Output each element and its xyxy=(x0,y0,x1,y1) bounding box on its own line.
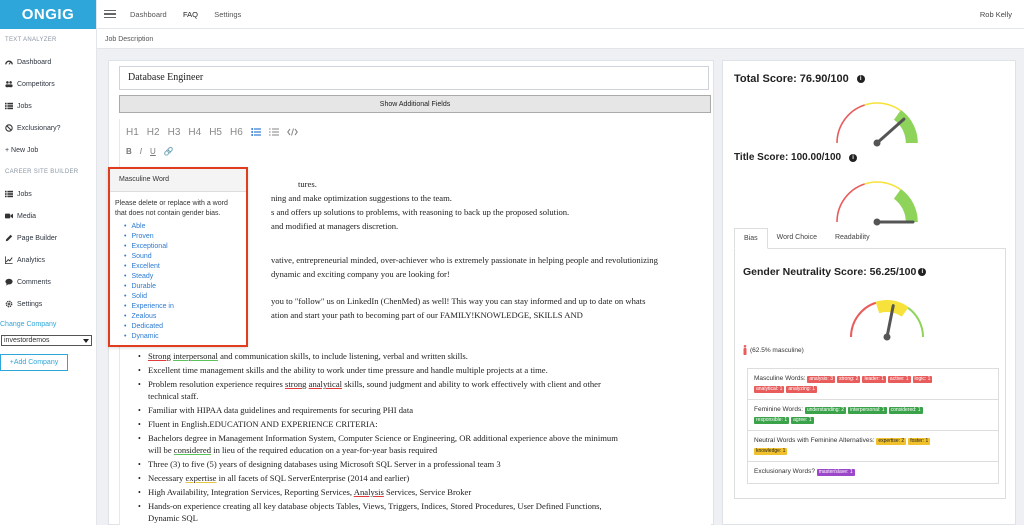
masculine-chip[interactable]: leader: 1 xyxy=(864,376,884,382)
bullet-item: Familiar with HIPAA data guidelines and requirements for securing PHI data xyxy=(148,405,414,415)
bullet-item: Bachelors degree in Management Information System, Computer Science or Engineering, OR additional experience above the minimum xyxy=(148,433,618,443)
title-score: Title Score: 100.00/100 i xyxy=(734,152,857,163)
suggestion-item[interactable]: • Experience in xyxy=(124,302,246,312)
popup-title: Masculine Word xyxy=(110,169,246,192)
chart-line-icon xyxy=(5,256,13,264)
suggestion-item[interactable]: • Durable xyxy=(124,282,246,292)
job-title-input[interactable]: Database Engineer xyxy=(119,66,709,90)
bullet-item: Necessary expertise in all facets of SQL ServerEnterprise (2014 and earlier) xyxy=(148,473,410,483)
title-score-gauge xyxy=(829,176,925,228)
ongig-logo[interactable]: ONGIG xyxy=(0,0,96,29)
bullet-item: Three (3) to five (5) years of designing databases using Microsoft SQL Server in a professional team 3 xyxy=(148,459,501,469)
dashboard-icon xyxy=(5,58,13,66)
bullet-continuation: will be considered in lieu of the required education on a year-for-year basis required xyxy=(148,445,438,455)
masculine-chip[interactable]: analytical: 1 xyxy=(756,386,783,392)
sidebar-item-label: Analytics xyxy=(17,256,46,264)
topbar xyxy=(97,0,1024,29)
gender-neutrality-score: Gender Neutrality Score: 56.25/100 i xyxy=(743,266,926,278)
sidebar-item-label: Dashboard xyxy=(17,58,52,66)
feminine-chip[interactable]: agree: 1 xyxy=(793,417,812,423)
h4-button[interactable]: H4 xyxy=(188,127,202,138)
h3-button[interactable]: H3 xyxy=(167,127,181,138)
doc-line: vative, entrepreneurial minded, over-achiever who is extremely passionate in helping people and revolutionizing xyxy=(271,255,658,265)
gauge-needle xyxy=(877,119,904,143)
masculine-word[interactable]: analytical xyxy=(308,379,343,389)
gauge-band xyxy=(908,308,923,337)
top-nav xyxy=(130,10,255,19)
suggestion-item[interactable]: • Sound xyxy=(124,252,246,262)
menu-icon[interactable] xyxy=(104,8,116,21)
total-score: Total Score: 76.90/100 i xyxy=(734,73,865,85)
sidebar-item-exclusionary[interactable] xyxy=(0,117,96,139)
bullet-list-icon[interactable] xyxy=(251,127,261,137)
gauge-band xyxy=(837,184,865,222)
masculine-chip[interactable]: logic: 1 xyxy=(914,376,931,382)
tab-word-choice[interactable]: Word Choice xyxy=(776,234,817,241)
bullet-item: Strong interpersonal and communication skills, to include listening, verbal and written skills. xyxy=(148,351,468,361)
format-toolbar xyxy=(126,147,174,156)
sidebar-item-label: Jobs xyxy=(17,102,32,110)
neutral-word[interactable]: expertise xyxy=(185,473,217,483)
breadcrumb: Job Description xyxy=(97,29,1024,49)
score-tabs xyxy=(734,228,1006,249)
total-score-gauge xyxy=(829,97,925,149)
gauge-hub xyxy=(874,140,881,147)
bullet-continuation: technical staff. xyxy=(148,391,199,401)
neutral-words-row: Neutral Words with Feminine Alternatives: expertise: 2 foster: 1 knowledge: 1 xyxy=(748,431,998,462)
doc-line: ning and make optimization suggestions to the team. xyxy=(271,193,452,203)
sidebar-item-media[interactable] xyxy=(0,205,96,227)
sidebar-item-label: Settings xyxy=(17,300,43,308)
chevron-down-icon xyxy=(83,339,89,343)
feminine-chip[interactable]: responsible: 1 xyxy=(756,417,788,423)
masculine-chip[interactable]: strong: 2 xyxy=(838,376,859,382)
italic-button[interactable]: I xyxy=(139,147,143,156)
info-icon[interactable]: i xyxy=(849,154,857,162)
exclusionary-chip[interactable]: master/slave: 1 xyxy=(818,469,853,475)
bullet-continuation: Dynamic SQL xyxy=(148,513,198,523)
bias-tab-panel xyxy=(734,249,1006,499)
neutral-chip[interactable]: knowledge: 1 xyxy=(756,448,786,454)
h5-button[interactable]: H5 xyxy=(209,127,222,138)
suggestion-item[interactable]: • Able xyxy=(124,222,246,232)
bullet-item: Hands-on experience creating all key database objects Tables, Views, Triggers, Indices, Stored Procedures, User Defined Functions, xyxy=(148,501,602,511)
sidebar-item-label: + New Job xyxy=(5,146,39,154)
sidebar-item-dashboard[interactable] xyxy=(0,51,96,73)
nav-faq[interactable]: FAQ xyxy=(182,9,198,19)
bold-button[interactable]: B xyxy=(126,147,132,156)
score-panel xyxy=(722,60,1016,525)
nav-dashboard[interactable]: Dashboard xyxy=(130,9,167,19)
sidebar-item-page-builder[interactable] xyxy=(0,227,96,249)
sidebar-item-csb-jobs[interactable] xyxy=(0,183,96,205)
sidebar xyxy=(0,0,97,525)
masculine-chip[interactable]: active: 1 xyxy=(889,376,909,382)
tab-bias[interactable]: Bias xyxy=(734,228,768,249)
feminine-chip[interactable]: understanding: 2 xyxy=(806,407,845,413)
h2-button[interactable]: H2 xyxy=(146,127,160,138)
gauge-band xyxy=(865,182,901,190)
sidebar-item-new-job[interactable] xyxy=(0,139,96,161)
masculine-percentage: (62.5% masculine) xyxy=(743,345,804,355)
word-breakdown xyxy=(747,368,999,484)
sidebar-item-competitors[interactable] xyxy=(0,73,96,95)
h1-button[interactable]: H1 xyxy=(126,127,139,138)
suggestion-item[interactable]: • Steady xyxy=(124,272,246,282)
link-button[interactable]: 🔗 xyxy=(163,147,174,156)
bullet-item: High Availability, Integration Services, Reporting Services, Analysis Services, Service Broker xyxy=(148,487,472,497)
sidebar-item-label: Page Builder xyxy=(17,234,58,242)
add-company-button[interactable]: +Add Company xyxy=(0,354,68,371)
masculine-word[interactable]: strong xyxy=(284,379,307,389)
neutral-chip[interactable]: foster: 1 xyxy=(910,438,929,444)
sidebar-item-analytics[interactable] xyxy=(0,249,96,271)
doc-line: and modified at managers discretion. xyxy=(271,221,399,231)
comments-icon xyxy=(5,278,13,286)
sidebar-section-career: CAREER SITE BUILDER xyxy=(5,169,79,175)
suggestion-item[interactable]: • Solid xyxy=(124,292,246,302)
neutral-chip[interactable]: expertise: 2 xyxy=(878,438,905,444)
info-icon[interactable]: i xyxy=(857,75,865,83)
suggestion-item[interactable]: • Proven xyxy=(124,232,246,242)
suggestion-item[interactable]: • Dedicated xyxy=(124,322,246,332)
gauge-band xyxy=(837,105,865,143)
h6-button[interactable]: H6 xyxy=(229,127,243,138)
show-additional-fields-button[interactable]: Show Additional Fields xyxy=(119,95,711,113)
tab-readability[interactable]: Readability xyxy=(834,234,870,241)
feminine-chip[interactable]: interpersonal: 1 xyxy=(850,407,885,413)
underline-button[interactable]: U xyxy=(150,147,156,156)
masculine-word[interactable]: Analysis xyxy=(353,487,384,497)
ban-icon xyxy=(5,124,13,132)
numbered-list-icon[interactable] xyxy=(269,127,279,137)
bullet-item: Problem resolution experience requires strong analytical skills, sound judgment and ability to work effectively with client and other xyxy=(148,379,601,389)
nav-settings[interactable]: Settings xyxy=(214,9,242,19)
list-icon xyxy=(5,102,13,110)
gauge-band xyxy=(851,303,876,337)
company-select-value: investordemos xyxy=(4,337,50,344)
gauge-hub xyxy=(874,219,881,226)
popup-message: Please delete or replace with a word that does not contain gender bias. xyxy=(115,200,228,217)
masculine-chip[interactable]: analysis: 3 xyxy=(809,376,833,382)
list-icon xyxy=(5,190,13,198)
bullet-item: Fluent in English.EDUCATION AND EXPERIENCE CRITERIA: xyxy=(148,419,378,429)
suggestion-item[interactable]: • Exceptional xyxy=(124,242,246,252)
doc-line: ation and start your path to becoming part of our FAMILY!KNOWLEDGE, SKILLS AND xyxy=(271,310,583,320)
sidebar-item-label: Media xyxy=(17,212,37,220)
suggestion-item[interactable]: • Dynamic xyxy=(124,332,246,342)
suggestion-item[interactable]: • Zealous xyxy=(124,312,246,322)
masculine-chip[interactable]: analyzing: 1 xyxy=(788,386,816,392)
feminine-word[interactable]: considered xyxy=(173,445,212,455)
change-company-link[interactable]: Change Company xyxy=(0,321,57,328)
suggestion-list xyxy=(110,218,246,342)
person-icon xyxy=(743,345,747,355)
sidebar-item-label: Comments xyxy=(17,278,51,286)
sidebar-item-label: Exclusionary? xyxy=(17,124,61,132)
gender-neutrality-gauge xyxy=(839,283,935,347)
exclusionary-words-row: Exclusionary Words? master/slave: 1 xyxy=(754,468,853,475)
gear-icon xyxy=(5,300,13,308)
rich-text-editor[interactable]: H1 H2 H3 H4 H5 H6 B I U 🔗 tures. ning and make optimization suggestions to the team. s and offers up solutions to problems, with reasoning to back up the proposed solution. and modified at managers discretion. vative, entrepreneurial minded, over-achiever who is extremely passionate in helping people and revolutionizing dynamic and exciting company you are looking for! you to "follow" us on LinkedIn (ChenMed) as well! This way you can stay informed and up to date on whats ation and start your path to becoming part of our FAMILY!KNOWLEDGE, SKILLS AND • Strong interpersonal and communication skills, to include listening, verbal and written skills. • Excellent time management skills and the ability to work under time pressure and handle multiple projects at a time. • Problem resolution experience requires strong analytical skills, sound judgment and ability to work effectively with client and other technical staff. • Familiar with HIPAA data guidelines and requirements for securing PHI data • Fluent in English.EDUCATION AND EXPERIENCE CRITERIA: • Bachelors degree in Management Information System, Computer Science or Engineering, OR additional experience above the minimum will be considered in lieu of the required education on a year-for-year basis required • Three (3) to five (5) years of designing databases using Microsoft SQL Server in a professional team 3 • Necessary expertise in all facets of SQL ServerEnterprise (2014 and earlier) • High Availability, Integration Services, Reporting Services, Analysis Services, Service Broker • Hands-on experience creating all key database objects Tables, Views, Triggers, Indices, Stored Procedures, User Defined Functions, Dynamic SQL xyxy=(119,119,711,525)
sidebar-item-comments[interactable] xyxy=(0,271,96,293)
masculine-word[interactable]: Strong xyxy=(148,351,171,361)
gauge-band xyxy=(865,103,901,111)
user-menu[interactable]: Rob Kelly xyxy=(979,9,1012,19)
masculine-word-popup xyxy=(108,167,248,347)
users-icon xyxy=(5,80,13,88)
gauge-band xyxy=(897,194,911,222)
gauge-hub xyxy=(884,334,891,341)
masculine-words-row: Masculine Words: analysis: 3 strong: 2 leader: 1 active: 1 logic: 1 analytical: 1 analyzing: 1 xyxy=(748,369,998,400)
feminine-words-row: Feminine Words: understanding: 2 interpersonal: 1 considered: 1 responsible: 1 agree: 1 xyxy=(748,400,998,431)
doc-line: you to "follow" us on LinkedIn (ChenMed) as well! This way you can stay informed and up to date on whats xyxy=(271,296,646,306)
sidebar-item-label: Jobs xyxy=(17,190,32,198)
bullet-item: Excellent time management skills and the ability to work under time pressure and handle multiple projects at a time. xyxy=(148,365,548,375)
code-icon[interactable] xyxy=(287,127,298,137)
sidebar-section-text-analyzer: TEXT ANALYZER xyxy=(5,37,57,43)
pencil-icon xyxy=(5,234,13,242)
suggestion-item[interactable]: • Excellent xyxy=(124,262,246,272)
sidebar-item-settings[interactable] xyxy=(0,293,96,315)
feminine-chip[interactable]: considered: 1 xyxy=(890,407,921,413)
feminine-word[interactable]: interpersonal xyxy=(173,351,218,361)
doc-line: dynamic and exciting company you are looking for! xyxy=(271,269,450,279)
sidebar-item-jobs[interactable] xyxy=(0,95,96,117)
info-icon[interactable]: i xyxy=(918,268,926,276)
video-icon xyxy=(5,212,13,220)
doc-line: s and offers up solutions to problems, with reasoning to back up the proposed solution. xyxy=(271,207,570,217)
sidebar-item-label: Competitors xyxy=(17,80,55,88)
company-select[interactable] xyxy=(1,335,92,346)
doc-line: tures. xyxy=(298,179,317,189)
heading-toolbar xyxy=(126,127,298,138)
